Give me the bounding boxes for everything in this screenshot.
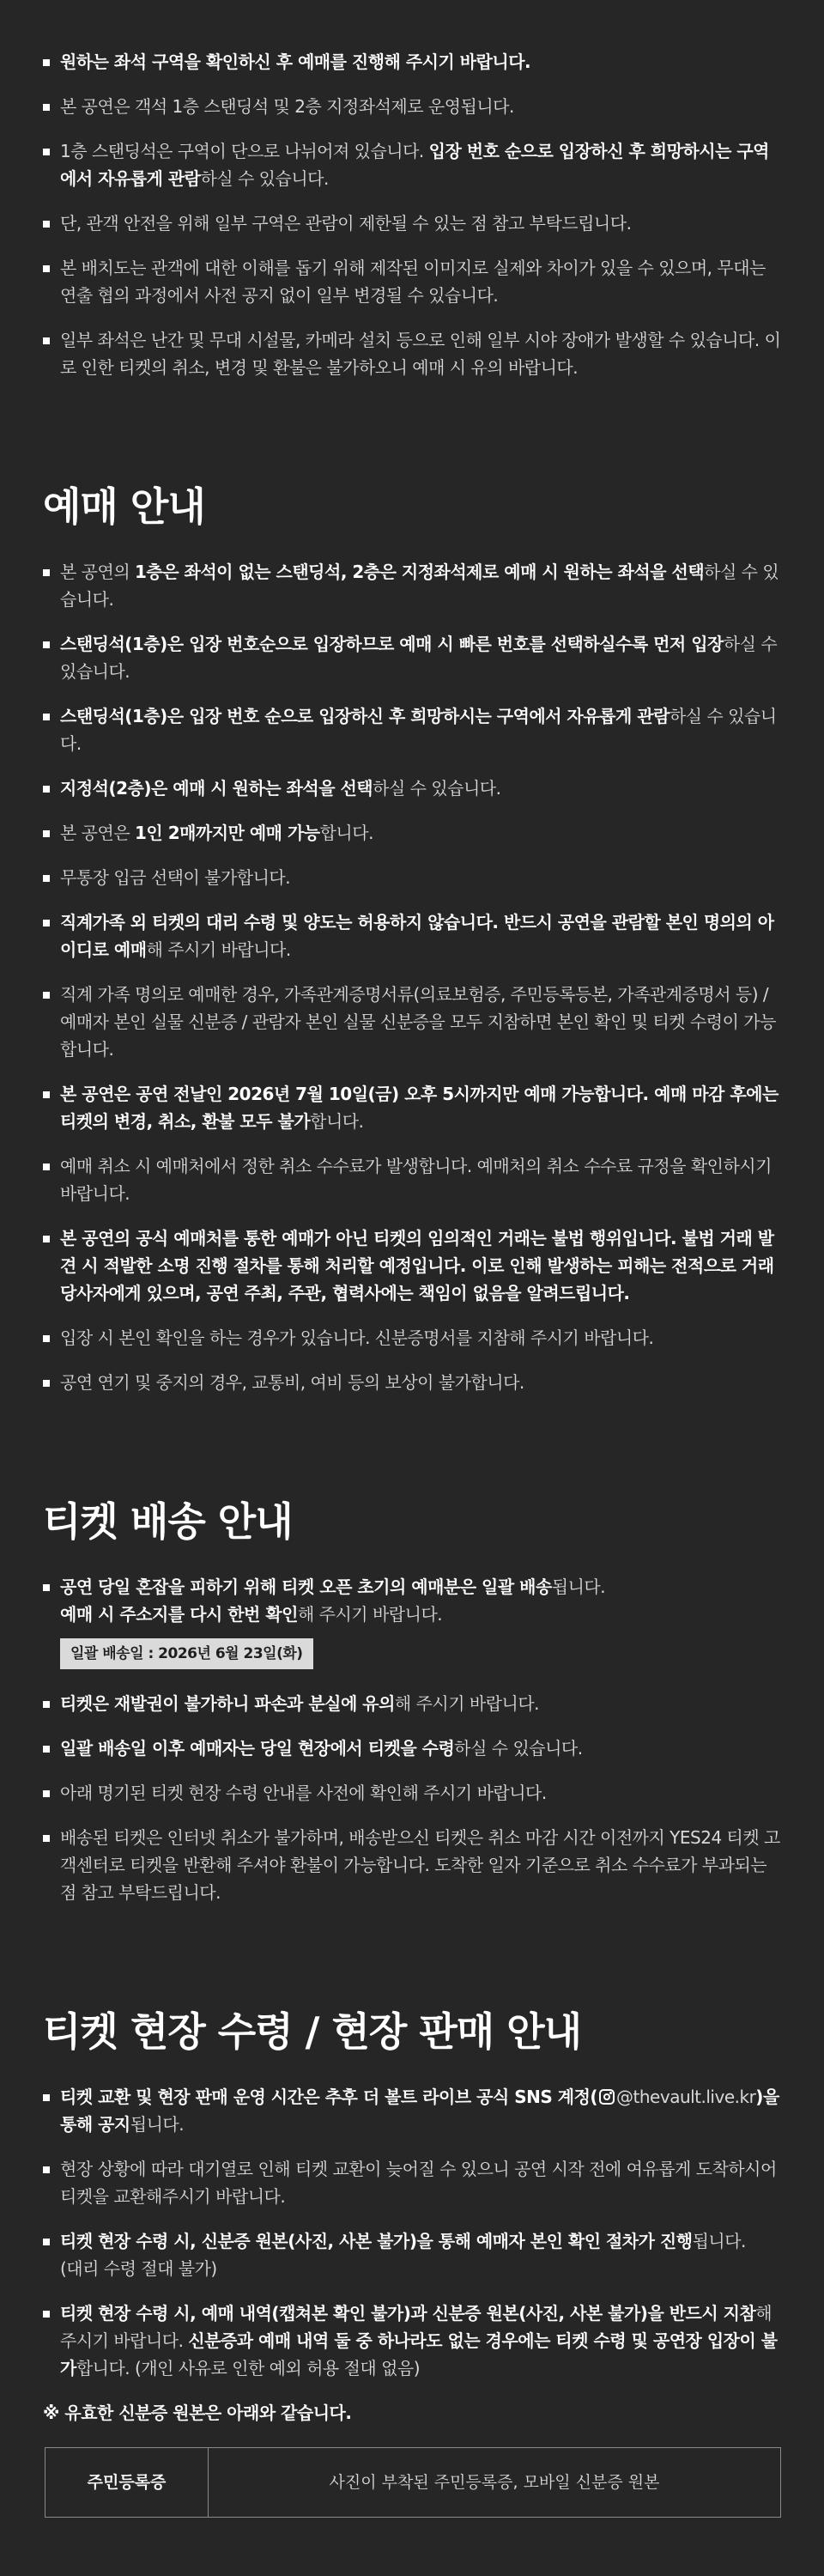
bold-text: 원하는 좌석 구역을 확인하신 후 예매를 진행해 주시기 바랍니다. bbox=[60, 52, 531, 72]
list-item bbox=[43, 93, 781, 120]
list-item bbox=[43, 702, 781, 757]
list-item bbox=[43, 908, 781, 963]
id-note: ※ 유효한 신분증 원본은 아래와 같습니다. bbox=[43, 2403, 352, 2423]
list-item bbox=[43, 1779, 781, 1807]
id-table bbox=[45, 2447, 781, 2518]
text: 해 주시기 바랍니다. bbox=[146, 939, 291, 960]
text: 하실 수 있습니다. bbox=[200, 168, 329, 189]
bold-text: 티켓 현장 수령 시, 신분증 원본(사진, 사본 불가)을 통해 예매자 본인 확인 절차가 진행 bbox=[60, 2231, 693, 2251]
text: 합니다. bbox=[310, 1111, 364, 1132]
text: 해 주시기 바랍니다. bbox=[297, 1604, 443, 1625]
intro-section bbox=[43, 48, 781, 381]
text: 됩니다. bbox=[692, 2231, 746, 2251]
text: 본 배치도는 관객에 대한 이해를 돕기 위해 제작된 이미지로 실제와 차이가 있을 수 있으며, 무대는 연출 협의 과정에서 사전 공지 없이 일부 변경될 수 있습니다. bbox=[60, 258, 766, 306]
list-item bbox=[43, 819, 781, 847]
text: 공연 연기 및 중지의 경우, 교통비, 여비 등의 보상이 불가합니다. bbox=[60, 1372, 524, 1393]
delivery-second-line bbox=[60, 1601, 781, 1628]
list-item bbox=[43, 981, 781, 1063]
bold-text: 스탠딩석(1층)은 입장 번호순으로 입장하므로 예매 시 빠른 번호를 선택하실수록 먼저 입장 bbox=[60, 634, 724, 654]
bullet-icon bbox=[43, 992, 50, 999]
text: 합니다. (개인 사유로 인한 예외 허용 절대 없음) bbox=[76, 2358, 421, 2379]
onsite-list bbox=[43, 2083, 781, 2382]
bullet-icon bbox=[43, 1236, 50, 1242]
bold-text: 입장 번호 순으로 입장하신 후 희망하시는 구역에서 자유롭게 관람 bbox=[60, 141, 769, 189]
text: 됩니다. bbox=[551, 1577, 606, 1597]
list-item bbox=[43, 775, 781, 802]
list-item bbox=[43, 1324, 781, 1352]
list-item bbox=[43, 630, 781, 685]
list-item bbox=[43, 2300, 781, 2382]
bullet-icon bbox=[43, 1584, 50, 1591]
bullet-icon bbox=[43, 2239, 50, 2245]
text: 1층 스탠딩석은 구역이 단으로 나뉘어져 있습니다. bbox=[60, 141, 429, 161]
text: 본 공연은 객석 1층 스탠딩석 및 2층 지정좌석제로 운영됩니다. bbox=[60, 96, 514, 117]
sns-text-after: )을 통해 공지 bbox=[60, 2087, 779, 2135]
bullet-icon bbox=[43, 1380, 50, 1387]
booking-title: 예매 안내 bbox=[43, 483, 205, 530]
text: 배송된 티켓은 인터넷 취소가 불가하며, 배송받으신 티켓은 취소 마감 시간 이전까지 YES24 티켓 고객센터로 티켓을 반환해 주셔야 환불이 가능합니다. 도착한 일자 기준으로 취소 수수료가 부과되는 점 참고 부탁드립니다. bbox=[60, 1827, 780, 1903]
sns-handle[interactable]: @thevault.live.kr bbox=[616, 2087, 756, 2107]
bullet-icon bbox=[43, 920, 50, 927]
text: 본 공연은 bbox=[60, 823, 135, 843]
list-item bbox=[43, 558, 781, 613]
sns-text-tail: 됩니다. bbox=[130, 2114, 185, 2135]
text: 현장 상황에 따라 대기열로 인해 티켓 교환이 늦어질 수 있으니 공연 시작 전에 여유롭게 도착하시어 티켓을 교환해주시기 바랍니다. bbox=[60, 2159, 777, 2207]
bold-text: 지정석(2층)은 예매 시 원하는 좌석을 선택 bbox=[60, 778, 373, 799]
bold-text: 본 공연의 공식 예매처를 통한 예매가 아닌 티켓의 임의적인 거래는 불법 행위입니다. 불법 거래 발견 시 적발한 소명 진행 절차를 통해 처리할 예정입니다. 이로 인해 발생하는 피해는 전적으로 거래 당사자에게 있으며, 공연 주최, 주관, 협력사에는 책임이 없음을 알려드립니다. bbox=[60, 1228, 774, 1303]
text: 해 주시기 바랍니다. bbox=[60, 2303, 772, 2351]
intro-list bbox=[43, 48, 781, 381]
list-item bbox=[43, 137, 781, 192]
bullet-icon bbox=[43, 1335, 50, 1342]
bold-text: 예매 시 주소지를 다시 한번 확인 bbox=[60, 1604, 298, 1625]
bold-text: 스탠딩석(1층)은 입장 번호 순으로 입장하신 후 희망하시는 구역에서 자유롭게 관람 bbox=[60, 706, 670, 726]
instagram-icon bbox=[599, 2089, 615, 2105]
text: 하실 수 있습니다. bbox=[373, 778, 501, 799]
bullet-icon bbox=[43, 221, 50, 228]
bold-text: 직계가족 외 티켓의 대리 수령 및 양도는 허용하지 않습니다. 반드시 공연을 관람할 본인 명의의 아이디로 예매 bbox=[60, 912, 774, 960]
text: 입장 시 본인 확인을 하는 경우가 있습니다. 신분증명서를 지참해 주시기 바랍니다. bbox=[60, 1327, 654, 1348]
bullet-icon bbox=[43, 2311, 50, 2318]
list-item bbox=[43, 1690, 781, 1717]
bold-text: 신분증과 예매 내역 둘 중 하나라도 없는 경우에는 티켓 수령 및 공연장 입장이 불가 bbox=[60, 2330, 778, 2379]
text: 합니다. bbox=[319, 823, 373, 843]
id-type-description: 사진이 부착된 주민등록증, 모바일 신분증 원본 bbox=[209, 2448, 781, 2518]
text: (대리 수령 절대 불가) bbox=[60, 2258, 217, 2279]
list-item bbox=[43, 48, 781, 76]
bullet-icon bbox=[43, 1835, 50, 1842]
list-item bbox=[43, 1152, 781, 1207]
list-item bbox=[43, 1080, 781, 1135]
bullet-icon bbox=[43, 59, 50, 66]
bullet-icon bbox=[43, 1091, 50, 1098]
text: 해 주시기 바랍니다. bbox=[394, 1693, 540, 1714]
bold-text: 티켓은 재발권이 불가하니 파손과 분실에 유의 bbox=[60, 1693, 395, 1714]
bullet-icon bbox=[43, 2166, 50, 2173]
bullet-icon bbox=[43, 1163, 50, 1170]
bullet-icon bbox=[43, 786, 50, 793]
list-item bbox=[43, 2155, 781, 2210]
bullet-icon bbox=[43, 830, 50, 837]
bold-text: 본 공연은 공연 전날인 2026년 7월 10일(금) 오후 5시까지만 예매 가능합니다. 예매 마감 후에는 티켓의 변경, 취소, 환불 모두 불가 bbox=[60, 1084, 779, 1132]
delivery-date-badge: 일괄 배송일 : 2026년 6월 23일(화) bbox=[60, 1638, 313, 1669]
onsite-title: 티켓 현장 수령 / 현장 판매 안내 bbox=[43, 2008, 582, 2055]
booking-list bbox=[43, 558, 781, 1396]
text: 본 공연의 bbox=[60, 562, 135, 582]
list-item bbox=[43, 1369, 781, 1396]
bullet-icon bbox=[43, 337, 50, 344]
list-item bbox=[43, 1824, 781, 1906]
list-item bbox=[43, 2227, 781, 2282]
bold-text: 공연 당일 혼잡을 피하기 위해 티켓 오픈 초기의 예매분은 일괄 배송 bbox=[60, 1577, 552, 1597]
text: 하실 수 있습니다. bbox=[454, 1738, 583, 1759]
onsite-section bbox=[43, 2006, 781, 2518]
text: 하실 수 있습니다. bbox=[60, 562, 779, 610]
delivery-first-line bbox=[60, 1573, 781, 1601]
text: 하실 수 있습니다. bbox=[60, 634, 778, 682]
bullet-icon bbox=[43, 569, 50, 576]
bullet-icon bbox=[43, 104, 50, 111]
delivery-section bbox=[43, 1496, 781, 1906]
bullet-icon bbox=[43, 1746, 50, 1753]
text: 무통장 입금 선택이 불가합니다. bbox=[60, 867, 291, 888]
list-item bbox=[43, 210, 781, 237]
bullet-icon bbox=[43, 714, 50, 720]
text: 아래 명기된 티켓 현장 수령 안내를 사전에 확인해 주시기 바랍니다. bbox=[60, 1783, 547, 1803]
list-item bbox=[43, 326, 781, 381]
bullet-icon bbox=[43, 265, 50, 272]
bold-text: 1인 2매까지만 예매 가능 bbox=[135, 823, 320, 843]
id-type-label: 주민등록증 bbox=[45, 2448, 209, 2518]
bullet-icon bbox=[43, 2094, 50, 2101]
text: 하실 수 있습니다. bbox=[60, 706, 777, 754]
bullet-icon bbox=[43, 1790, 50, 1797]
bullet-icon bbox=[43, 149, 50, 155]
bullet-icon bbox=[43, 875, 50, 882]
bullet-icon bbox=[43, 641, 50, 648]
bold-text: 1층은 좌석이 없는 스탠딩석, 2층은 지정좌석제로 예매 시 원하는 좌석을 선택 bbox=[135, 562, 705, 582]
text: 예매 취소 시 예매처에서 정한 취소 수수료가 발생합니다. 예매처의 취소 수수료 규정을 확인하시기 바랍니다. bbox=[60, 1156, 772, 1204]
text: 일부 좌석은 난간 및 무대 시설물, 카메라 설치 등으로 인해 일부 시야 장애가 발생할 수 있습니다. 이로 인한 티켓의 취소, 변경 및 환불은 불가하오니 예매 시 유의 바랍니다. bbox=[60, 330, 781, 378]
list-item bbox=[43, 1735, 781, 1762]
list-item bbox=[43, 254, 781, 309]
bold-text: 티켓 현장 수령 시, 예매 내역(캡쳐본 확인 불가)과 신분증 원본(사진, 사본 불가)을 반드시 지참 bbox=[60, 2303, 756, 2324]
sns-text-before: 티켓 교환 및 현장 판매 운영 시간은 추후 더 볼트 라이브 공식 SNS 계정( bbox=[60, 2087, 598, 2107]
list-item bbox=[43, 1573, 781, 1673]
table-row bbox=[45, 2448, 781, 2518]
bold-text: 일괄 배송일 이후 예매자는 당일 현장에서 티켓을 수령 bbox=[60, 1738, 455, 1759]
bullet-icon bbox=[43, 1701, 50, 1708]
delivery-list bbox=[43, 1573, 781, 1906]
text: 단, 관객 안전을 위해 일부 구역은 관람이 제한될 수 있는 점 참고 부탁드립니다. bbox=[60, 213, 632, 234]
text: 직계 가족 명의로 예매한 경우, 가족관계증명서류(의료보험증, 주민등록등본, 가족관계증명서 등) / 예매자 본인 실물 신분증 / 관람자 본인 실물 신분증을 모두 지참하면 본인 확인 및 티켓 수령이 가능합니다. bbox=[60, 984, 776, 1060]
delivery-title: 티켓 배송 안내 bbox=[43, 1498, 293, 1545]
list-item bbox=[43, 2083, 781, 2138]
list-item bbox=[43, 864, 781, 891]
list-item bbox=[43, 1224, 781, 1307]
booking-section bbox=[43, 481, 781, 1396]
